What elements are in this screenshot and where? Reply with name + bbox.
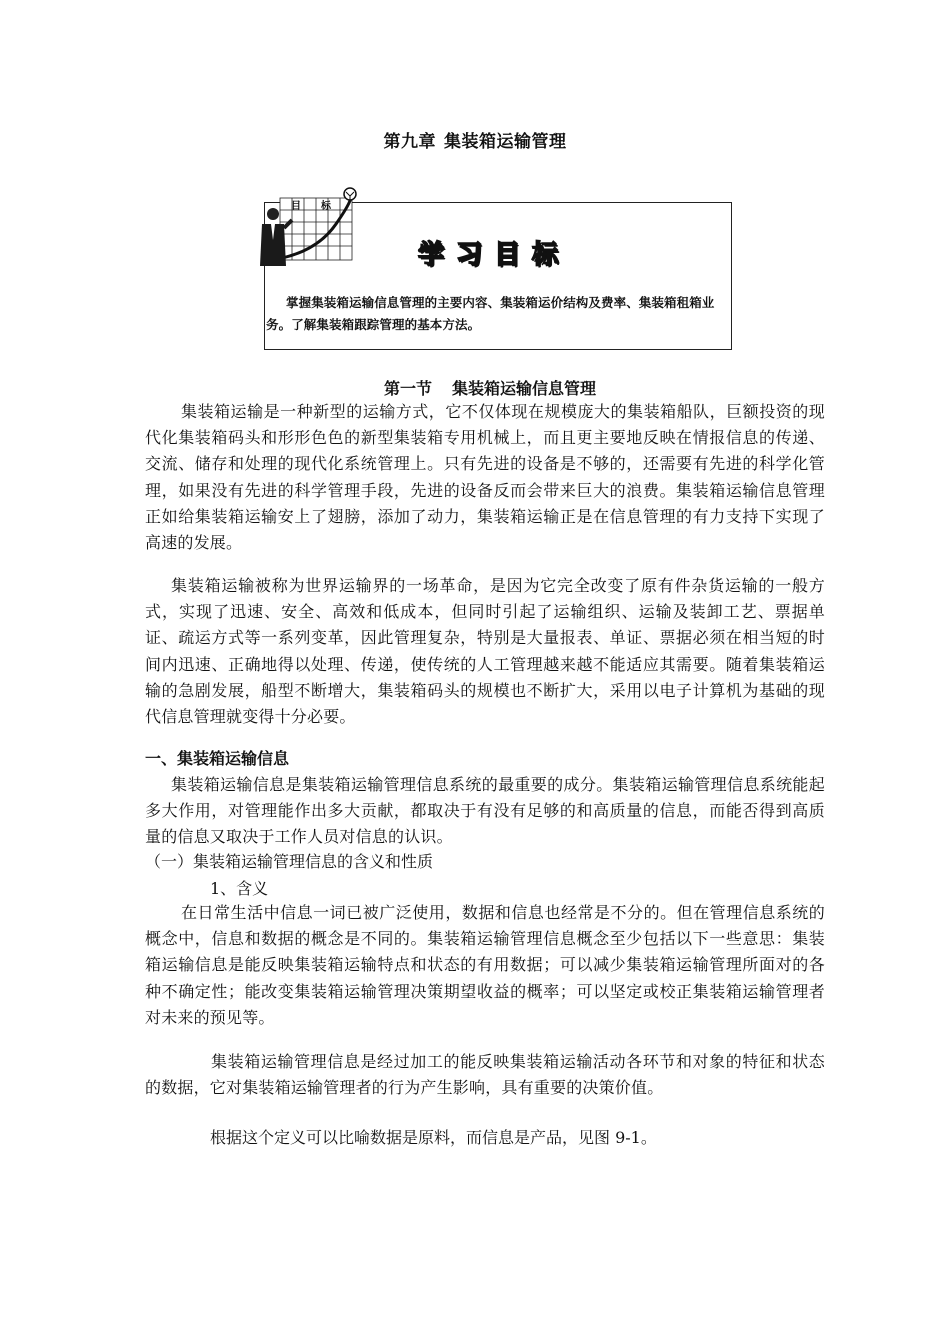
figure-label-2: 标 <box>321 201 331 212</box>
paragraph-5: 集装箱运输管理信息是经过加工的能反映集装箱运输活动各环节和对象的特征和状态的数据，它对集装箱运输管理者的行为产生影响，具有重要的决策价值。 <box>145 1052 825 1098</box>
subheading: （一）集装箱运输管理信息的含义和性质 <box>145 852 434 871</box>
chapter-number: 第九章 <box>383 132 436 152</box>
figure-label-1: 目 <box>291 201 301 212</box>
learning-objectives-box <box>258 184 736 354</box>
section-number: 第一节 <box>383 379 432 398</box>
section-name: 集装箱运输信息管理 <box>452 379 597 398</box>
paragraph-6: 根据这个定义可以比喻数据是原料，而信息是产品，见图 9-1。 <box>210 1128 657 1147</box>
chapter-name: 集装箱运输管理 <box>444 132 567 152</box>
chapter-title <box>0 127 950 152</box>
item-heading: 1、含义 <box>210 879 269 898</box>
objectives-text: 掌握集装箱运输信息管理的主要内容、集装箱运价结构及费率、集装箱租箱业务。了解集装箱跟踪管理的基本方法。 <box>266 295 715 332</box>
paragraph-3: 集装箱运输信息是集装箱运输管理信息系统的最重要的成分。集装箱运输管理信息系统能起多大作用，对管理能作出多大贡献，都取决于有没有足够的和高质量的信息，而能否得到高质量的信息又取决于工作人员对信息的认识。 <box>145 775 825 847</box>
objectives-heading: 学习目标 <box>418 240 571 270</box>
teacher-chart-illustration <box>258 184 368 272</box>
paragraph-2: 集装箱运输被称为世界运输界的一场革命，是因为它完全改变了原有件杂货运输的一般方式，实现了迅速、安全、高效和低成本，但同时引起了运输组织、运输及装卸工艺、票据单证、疏运方式等一系列变革，因此管理复杂，特别是大量报表、单证、票据必须在相当短的时间内迅速、正确地得以处理、传递，使传统的人工管理越来越不能适应其需要。随着集装箱运输的急剧发展，船型不断增大，集装箱码头的规模也不断扩大，采用以电子计算机为基础的现代信息管理就变得十分必要。 <box>145 576 825 727</box>
paragraph-4: 在日常生活中信息一词已被广泛使用，数据和信息也经常是不分的。但在管理信息系统的概念中，信息和数据的概念是不同的。集装箱运输管理信息概念至少包括以下一些意思：集装箱运输信息是能反映集装箱运输特点和状态的有用数据；可以减少集装箱运输管理所面对的各种不确定性；能改变集装箱运输管理决策期望收益的概率；可以坚定或校正集装箱运输管理者对未来的预见等。 <box>145 903 825 1027</box>
heading-1: 一、集装箱运输信息 <box>145 749 290 768</box>
section-title <box>0 376 950 399</box>
paragraph-1: 集装箱运输是一种新型的运输方式，它不仅体现在规模庞大的集装箱船队，巨额投资的现代化集装箱码头和形形色色的新型集装箱专用机械上，而且更主要地反映在情报信息的传递、交流、储存和处理的现代化系统管理上。只有先进的设备是不够的，还需要有先进的科学化管理，如果没有先进的科学管理手段，先进的设备反而会带来巨大的浪费。集装箱运输信息管理正如给集装箱运输安上了翅膀，添加了动力，集装箱运输正是在信息管理的有力支持下实现了高速的发展。 <box>145 402 825 553</box>
